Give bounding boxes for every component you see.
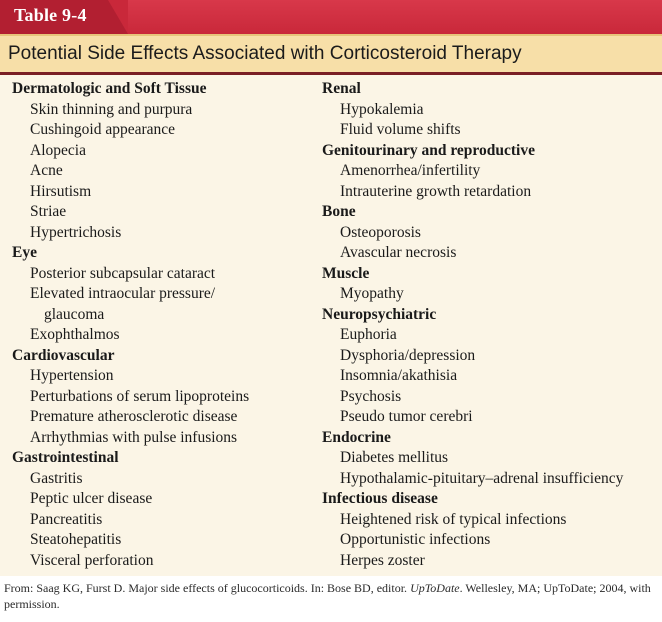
side-effect-item: Dysphoria/depression <box>340 346 476 364</box>
side-effect-item: Perturbations of serum lipoproteins <box>30 387 250 405</box>
side-effect-item: Hypokalemia <box>340 100 424 118</box>
category-heading: Neuropsychiatric <box>322 305 437 323</box>
side-effect-item: Hypertrichosis <box>30 223 122 241</box>
side-effect-item: Acne <box>30 162 63 179</box>
category-heading: Eye <box>12 244 37 261</box>
side-effect-item: Premature atherosclerotic disease <box>30 408 238 425</box>
side-effect-item: Arrhythmias with pulse infusions <box>30 428 238 446</box>
side-effect-item: Posterior subcapsular cataract <box>30 264 216 282</box>
title-bar <box>0 34 662 72</box>
category-heading: Gastrointestinal <box>12 449 119 466</box>
side-effect-item: Insomnia/akathisia <box>340 367 458 384</box>
side-effect-item: Hypertension <box>30 367 114 384</box>
side-effect-item: Diabetes mellitus <box>340 449 449 466</box>
side-effect-item: glaucoma <box>44 305 105 323</box>
side-effect-item: Osteoporosis <box>340 223 421 241</box>
side-effect-item: Hypothalamic-pituitary–adrenal insufficiency <box>340 469 624 487</box>
side-effect-item: Visceral perforation <box>30 551 154 569</box>
side-effect-item: Herpes zoster <box>340 551 425 569</box>
side-effect-item: Fluid volume shifts <box>340 121 461 138</box>
side-effect-item: Heightened risk of typical infections <box>340 510 567 528</box>
category-heading: Dermatologic and Soft Tissue <box>12 80 207 97</box>
side-effect-item: Elevated intraocular pressure/ <box>30 285 216 302</box>
table-label: Table 9-4 <box>14 5 87 25</box>
table-title: Potential Side Effects Associated with Corticosteroid Therapy <box>8 43 522 64</box>
side-effect-item: Alopecia <box>30 141 86 159</box>
side-effect-item: Gastritis <box>30 469 83 487</box>
category-heading: Genitourinary and reproductive <box>322 141 535 159</box>
side-effect-item: Striae <box>30 203 67 220</box>
category-heading: Renal <box>322 80 361 97</box>
side-effect-item: Cushingoid appearance <box>30 121 176 138</box>
citation-source-title: UpToDate <box>410 581 460 595</box>
citation-text-end: . Wellesley, MA; UpToDate; 2004, with permission. <box>4 581 651 611</box>
side-effect-item: Opportunistic infections <box>340 531 491 548</box>
side-effect-item: Pseudo tumor cerebri <box>340 408 473 425</box>
side-effect-item: Amenorrhea/infertility <box>340 162 481 179</box>
left-column <box>12 79 312 571</box>
table-body <box>0 72 662 576</box>
source-citation <box>4 580 658 612</box>
side-effect-item: Psychosis <box>340 387 402 405</box>
category-heading: Muscle <box>322 264 370 282</box>
side-effect-item: Hirsutism <box>30 182 92 200</box>
category-heading: Endocrine <box>322 428 391 446</box>
side-effect-item: Peptic ulcer disease <box>30 490 153 507</box>
side-effect-item: Skin thinning and purpura <box>30 100 193 118</box>
side-effect-item: Myopathy <box>340 285 404 302</box>
side-effect-item: Euphoria <box>340 326 397 343</box>
side-effect-item: Steatohepatitis <box>30 531 122 548</box>
side-effect-item: Pancreatitis <box>30 510 103 528</box>
citation-text: From: Saag KG, Furst D. Major side effects of glucocorticoids. In: Bose BD, editor. <box>4 581 411 595</box>
tab-notch <box>108 0 128 34</box>
side-effect-item: Avascular necrosis <box>340 244 457 261</box>
side-effect-item: Intrauterine growth retardation <box>340 182 532 200</box>
category-heading: Bone <box>322 203 356 220</box>
table-header-bar <box>0 0 662 34</box>
side-effect-item: Exophthalmos <box>30 326 120 343</box>
right-column <box>322 79 660 571</box>
category-heading: Infectious disease <box>322 490 438 507</box>
category-heading: Cardiovascular <box>12 346 115 364</box>
